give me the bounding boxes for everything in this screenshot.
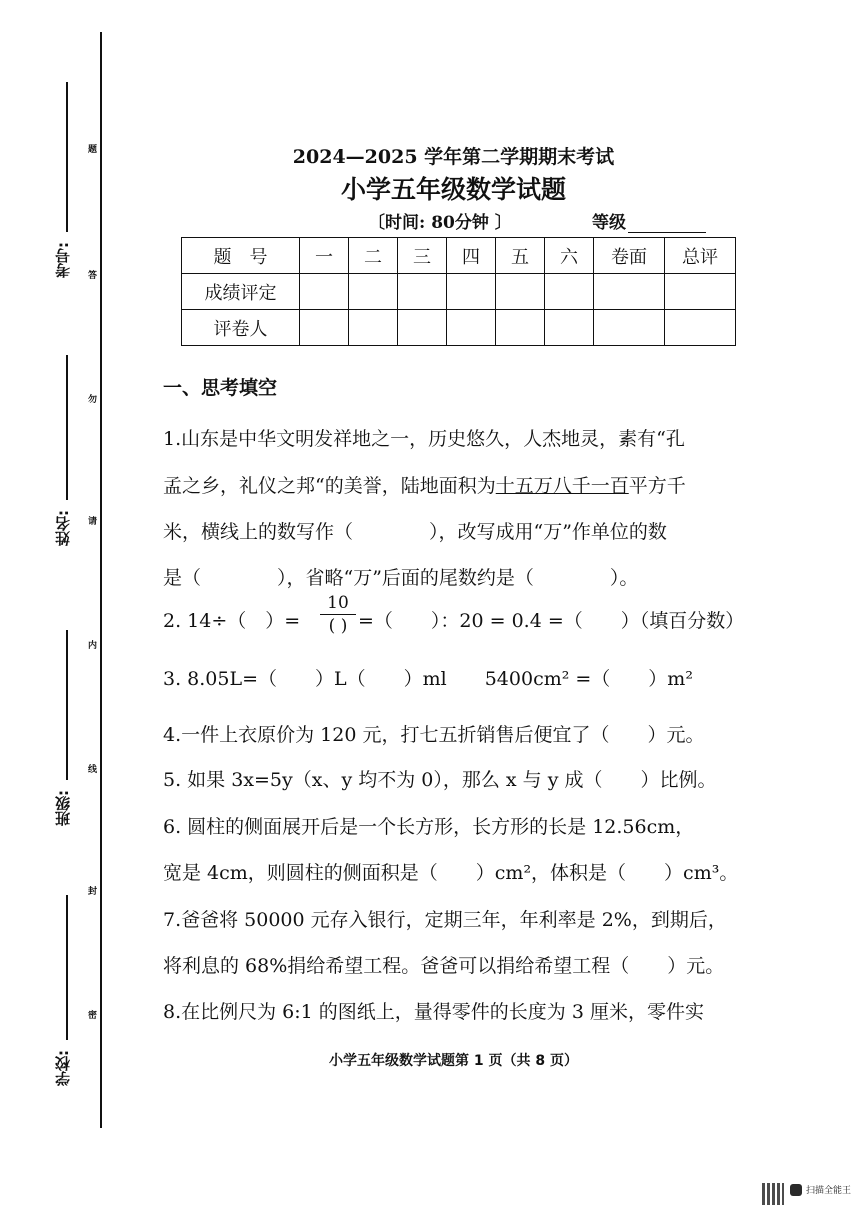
class-field[interactable] <box>66 630 68 780</box>
score-cell[interactable] <box>300 310 349 346</box>
exam-no-label: 考号: <box>54 242 72 278</box>
question-1-line-1: 1.山东是中华文明发祥地之一，历史悠久，人杰地灵，素有“孔 <box>163 428 685 450</box>
section-title: 一、思考填空 <box>163 377 278 399</box>
question-8-line-1: 8.在比例尺为 6:1 的图纸上，量得零件的长度为 3 厘米，零件实 <box>163 1001 704 1023</box>
table-header-cell: 三 <box>398 238 447 274</box>
name-label: 姓名: <box>54 510 72 546</box>
row-label: 成绩评定 <box>182 274 300 310</box>
seal-char: 题 <box>88 145 98 155</box>
score-cell[interactable] <box>545 310 594 346</box>
question-7-line-2: 将利息的 68%捐给希望工程。爸爸可以捐给希望工程（ ）元。 <box>163 955 725 977</box>
table-row <box>182 274 736 310</box>
score-cell[interactable] <box>349 310 398 346</box>
score-cell[interactable] <box>398 310 447 346</box>
grade-blank[interactable] <box>628 216 706 233</box>
question-1-line-2 <box>163 471 686 498</box>
question-1-line-3: 米，横线上的数写作（ ），改写成用“万”作单位的数 <box>163 521 667 543</box>
grade-label: 等级 <box>592 213 626 233</box>
table-header-cell: 总评 <box>665 238 736 274</box>
score-cell[interactable] <box>594 274 665 310</box>
seal-char: 请 <box>88 517 98 527</box>
question-7-line-1: 7.爸爸将 50000 元存入银行，定期三年，年利率是 2%，到期后， <box>163 909 727 931</box>
exam-title-year: 2024—2025 学年第二学期期末考试 <box>292 146 615 168</box>
table-header-cell: 四 <box>447 238 496 274</box>
table-header-cell: 一 <box>300 238 349 274</box>
scanner-brand: 扫描全能王 <box>806 1186 852 1196</box>
table-row <box>182 310 736 346</box>
exam-time: 〔时间: 80分钟 〕 <box>368 213 512 233</box>
fraction-numerator: 10 <box>320 592 356 615</box>
table-header-row <box>182 238 736 274</box>
question-6-line-2: 宽是 4cm，则圆柱的侧面积是（ ）cm²，体积是（ ）cm³。 <box>163 862 739 884</box>
score-table <box>181 237 736 346</box>
score-cell[interactable] <box>594 310 665 346</box>
fraction-denominator: ( ) <box>328 616 348 636</box>
seal-char: 密 <box>88 1011 98 1021</box>
table-header-cell: 五 <box>496 238 545 274</box>
scanner-app-icon <box>790 1184 802 1196</box>
seal-char: 答 <box>88 271 98 281</box>
fraction <box>320 592 356 637</box>
exam-title-main: 小学五年级数学试题 <box>340 175 566 204</box>
seal-char: 线 <box>88 765 98 775</box>
question-3: 3. 8.05L=（ ）L（ ）ml 5400cm² =（ ）m² <box>163 668 693 690</box>
seal-char: 封 <box>88 887 98 897</box>
score-cell[interactable] <box>447 274 496 310</box>
page-footer: 小学五年级数学试题第 1 页（共 8 页） <box>329 1053 578 1069</box>
table-header-cell: 题 号 <box>182 238 300 274</box>
seal-char: 勿 <box>88 395 98 405</box>
question-text: 孟之乡，礼仪之邦“的美誉，陆地面积为 <box>163 475 496 497</box>
score-cell[interactable] <box>665 310 736 346</box>
question-4: 4.一件上衣原价为 120 元，打七五折销售后便宜了（ ）元。 <box>163 724 705 746</box>
score-cell[interactable] <box>496 310 545 346</box>
question-2-part-a: 2. 14÷（ ）= <box>163 610 301 632</box>
score-cell[interactable] <box>665 274 736 310</box>
school-label: 学校: <box>54 1050 72 1086</box>
question-5: 5. 如果 3x=5y（x、y 均不为 0），那么 x 与 y 成（ ）比例。 <box>163 769 717 791</box>
question-1-line-4: 是（ ），省略“万”后面的尾数约是（ ）。 <box>163 567 639 589</box>
row-label: 评卷人 <box>182 310 300 346</box>
seal-char: 内 <box>88 641 98 651</box>
score-cell[interactable] <box>398 274 447 310</box>
qr-code-icon <box>762 1183 784 1205</box>
score-cell[interactable] <box>447 310 496 346</box>
school-field[interactable] <box>66 895 68 1040</box>
score-cell[interactable] <box>349 274 398 310</box>
score-cell[interactable] <box>545 274 594 310</box>
score-cell[interactable] <box>300 274 349 310</box>
table-header-cell: 六 <box>545 238 594 274</box>
name-field[interactable] <box>66 355 68 500</box>
underlined-number-text: 十五万八千一百 <box>495 475 629 497</box>
question-text: 平方千 <box>628 475 686 497</box>
class-label: 班级: <box>54 790 72 826</box>
question-2-part-b: =（ ）：20 = 0.4 =（ ）（填百分数） <box>358 610 745 632</box>
grade-field[interactable] <box>592 208 706 233</box>
score-cell[interactable] <box>496 274 545 310</box>
table-header-cell: 二 <box>349 238 398 274</box>
question-6-line-1: 6. 圆柱的侧面展开后是一个长方形，长方形的长是 12.56cm， <box>163 816 695 838</box>
table-header-cell: 卷面 <box>594 238 665 274</box>
